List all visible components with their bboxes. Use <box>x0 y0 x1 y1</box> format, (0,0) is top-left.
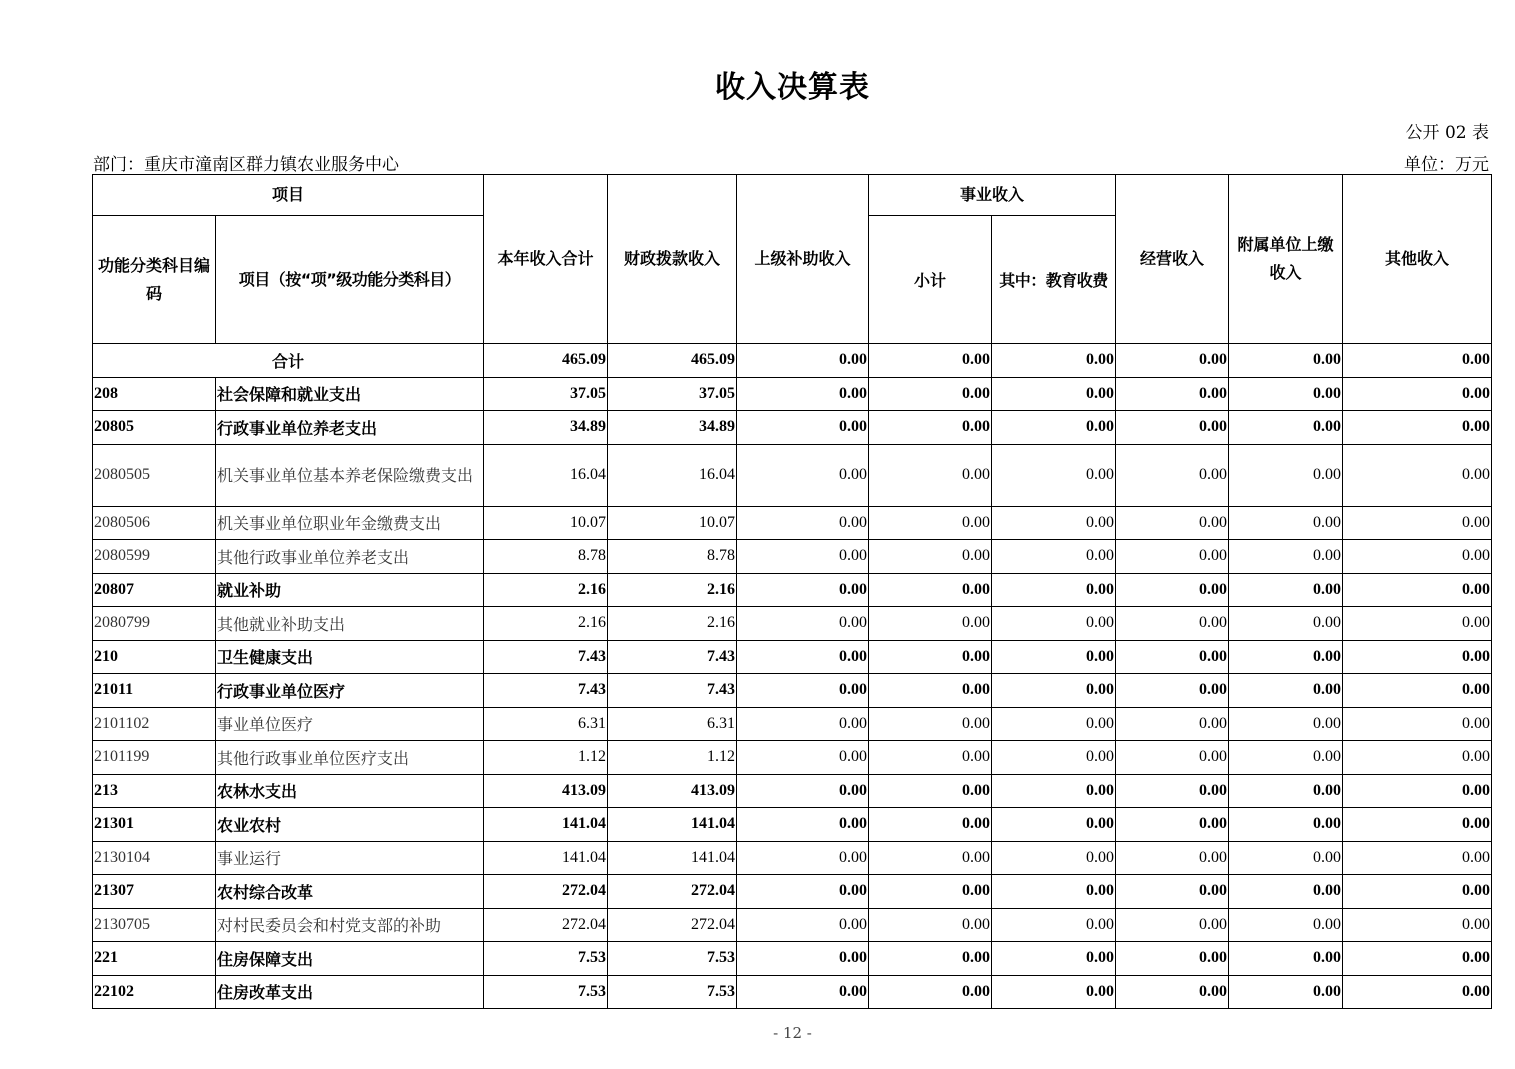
row-value: 0.00 <box>869 444 992 506</box>
row-code: 213 <box>93 774 216 808</box>
row-name: 机关事业单位职业年金缴费支出 <box>216 506 484 540</box>
header-superior: 上级补助收入 <box>737 175 869 344</box>
row-value: 7.53 <box>484 975 608 1009</box>
row-value: 0.00 <box>869 741 992 775</box>
row-value: 0.00 <box>992 975 1116 1009</box>
row-value: 6.31 <box>608 707 737 741</box>
row-value: 0.00 <box>1229 908 1343 942</box>
row-value: 2.16 <box>484 573 608 607</box>
row-name: 就业补助 <box>216 573 484 607</box>
row-value: 0.00 <box>1116 808 1229 842</box>
row-value: 0.00 <box>1229 674 1343 708</box>
row-value: 0.00 <box>737 607 869 641</box>
total-value: 0.00 <box>1343 344 1492 378</box>
row-value: 0.00 <box>737 808 869 842</box>
row-name: 机关事业单位基本养老保险缴费支出 <box>216 444 484 506</box>
row-value: 0.00 <box>1343 444 1492 506</box>
table-row <box>93 875 1492 909</box>
table-row <box>93 975 1492 1009</box>
row-value: 8.78 <box>484 540 608 574</box>
row-value: 0.00 <box>737 540 869 574</box>
total-label: 合计 <box>93 344 484 378</box>
row-value: 0.00 <box>869 573 992 607</box>
row-value: 272.04 <box>484 875 608 909</box>
row-name: 其他行政事业单位养老支出 <box>216 540 484 574</box>
row-value: 0.00 <box>1116 975 1229 1009</box>
row-value: 272.04 <box>484 908 608 942</box>
table-row <box>93 540 1492 574</box>
row-name: 农林水支出 <box>216 774 484 808</box>
table-row <box>93 377 1492 411</box>
row-value: 0.00 <box>1343 640 1492 674</box>
row-code: 2101102 <box>93 707 216 741</box>
row-value: 16.04 <box>484 444 608 506</box>
row-code: 2080505 <box>93 444 216 506</box>
row-code: 2130104 <box>93 841 216 875</box>
row-value: 0.00 <box>1229 640 1343 674</box>
row-name: 行政事业单位医疗 <box>216 674 484 708</box>
row-value: 0.00 <box>992 808 1116 842</box>
row-value: 0.00 <box>869 774 992 808</box>
row-value: 0.00 <box>992 540 1116 574</box>
row-value: 0.00 <box>992 707 1116 741</box>
row-value: 0.00 <box>869 377 992 411</box>
row-value: 0.00 <box>1116 377 1229 411</box>
header-subtotal: 小计 <box>869 216 992 344</box>
row-name: 行政事业单位养老支出 <box>216 411 484 445</box>
row-name: 事业运行 <box>216 841 484 875</box>
row-value: 1.12 <box>608 741 737 775</box>
row-value: 0.00 <box>869 674 992 708</box>
table-row <box>93 942 1492 976</box>
row-value: 7.53 <box>608 942 737 976</box>
row-value: 2.16 <box>608 607 737 641</box>
income-table <box>92 174 1492 1009</box>
row-value: 34.89 <box>484 411 608 445</box>
row-value: 0.00 <box>1229 444 1343 506</box>
row-code: 20807 <box>93 573 216 607</box>
row-value: 0.00 <box>1116 841 1229 875</box>
row-value: 0.00 <box>869 808 992 842</box>
row-value: 0.00 <box>992 774 1116 808</box>
header-total-income: 本年收入合计 <box>484 175 608 344</box>
row-value: 7.43 <box>608 674 737 708</box>
row-value: 0.00 <box>1116 573 1229 607</box>
row-value: 0.00 <box>1343 841 1492 875</box>
table-row <box>93 444 1492 506</box>
row-value: 0.00 <box>1343 774 1492 808</box>
row-value: 141.04 <box>484 808 608 842</box>
row-value: 0.00 <box>992 875 1116 909</box>
row-code: 2080599 <box>93 540 216 574</box>
table-row <box>93 573 1492 607</box>
row-value: 0.00 <box>1343 607 1492 641</box>
row-value: 0.00 <box>737 674 869 708</box>
row-code: 2130705 <box>93 908 216 942</box>
row-code: 2080799 <box>93 607 216 641</box>
table-row <box>93 506 1492 540</box>
row-code: 22102 <box>93 975 216 1009</box>
row-value: 0.00 <box>737 411 869 445</box>
row-value: 0.00 <box>1343 573 1492 607</box>
row-value: 0.00 <box>1116 875 1229 909</box>
header-fiscal: 财政拨款收入 <box>608 175 737 344</box>
row-name: 住房保障支出 <box>216 942 484 976</box>
total-value: 0.00 <box>737 344 869 378</box>
row-value: 2.16 <box>484 607 608 641</box>
row-value: 16.04 <box>608 444 737 506</box>
row-value: 0.00 <box>1116 741 1229 775</box>
total-row <box>93 344 1492 378</box>
row-value: 0.00 <box>737 377 869 411</box>
row-value: 8.78 <box>608 540 737 574</box>
row-value: 141.04 <box>484 841 608 875</box>
row-value: 0.00 <box>1343 674 1492 708</box>
row-name: 卫生健康支出 <box>216 640 484 674</box>
form-number: 公开 02 表 <box>1405 123 1489 143</box>
table-row <box>93 908 1492 942</box>
row-value: 0.00 <box>1116 942 1229 976</box>
row-value: 0.00 <box>1229 841 1343 875</box>
total-value: 0.00 <box>992 344 1116 378</box>
row-value: 10.07 <box>608 506 737 540</box>
unit-label: 单位：万元 <box>1404 155 1489 175</box>
row-value: 0.00 <box>1229 975 1343 1009</box>
row-value: 0.00 <box>869 975 992 1009</box>
row-value: 0.00 <box>1229 573 1343 607</box>
row-code: 21307 <box>93 875 216 909</box>
row-value: 7.53 <box>608 975 737 1009</box>
row-value: 0.00 <box>1229 774 1343 808</box>
row-value: 0.00 <box>869 607 992 641</box>
page-number: - 12 - <box>773 1024 812 1042</box>
header-edu-fee: 其中：教育收费 <box>992 216 1116 344</box>
header-affiliated: 附属单位上缴收入 <box>1229 175 1343 344</box>
row-value: 141.04 <box>608 808 737 842</box>
row-value: 7.43 <box>608 640 737 674</box>
row-value: 0.00 <box>1116 774 1229 808</box>
row-value: 0.00 <box>737 741 869 775</box>
row-value: 0.00 <box>1229 506 1343 540</box>
row-value: 0.00 <box>869 908 992 942</box>
row-value: 0.00 <box>1116 707 1229 741</box>
row-value: 0.00 <box>1343 506 1492 540</box>
header-name: 项目（按“项”级功能分类科目） <box>216 216 484 344</box>
row-value: 0.00 <box>1343 707 1492 741</box>
row-value: 0.00 <box>1229 540 1343 574</box>
table-row <box>93 674 1492 708</box>
row-value: 0.00 <box>869 875 992 909</box>
row-value: 0.00 <box>869 707 992 741</box>
row-value: 0.00 <box>1343 975 1492 1009</box>
table-row <box>93 808 1492 842</box>
row-value: 0.00 <box>737 942 869 976</box>
row-value: 0.00 <box>1229 875 1343 909</box>
header-business: 事业收入 <box>869 175 1116 216</box>
row-value: 0.00 <box>1343 377 1492 411</box>
total-value: 0.00 <box>1116 344 1229 378</box>
table-row <box>93 607 1492 641</box>
row-value: 34.89 <box>608 411 737 445</box>
header-other: 其他收入 <box>1343 175 1492 344</box>
row-value: 0.00 <box>737 875 869 909</box>
row-value: 0.00 <box>737 841 869 875</box>
row-value: 0.00 <box>869 411 992 445</box>
row-value: 0.00 <box>1343 808 1492 842</box>
row-code: 208 <box>93 377 216 411</box>
row-value: 0.00 <box>737 774 869 808</box>
row-value: 0.00 <box>992 607 1116 641</box>
row-value: 0.00 <box>869 640 992 674</box>
row-value: 2.16 <box>608 573 737 607</box>
row-name: 社会保障和就业支出 <box>216 377 484 411</box>
row-name: 农业农村 <box>216 808 484 842</box>
row-code: 21301 <box>93 808 216 842</box>
page-title: 收入决算表 <box>715 70 870 105</box>
row-code: 221 <box>93 942 216 976</box>
row-value: 0.00 <box>737 573 869 607</box>
row-value: 0.00 <box>1229 377 1343 411</box>
row-value: 0.00 <box>1116 540 1229 574</box>
row-value: 0.00 <box>1229 942 1343 976</box>
row-value: 37.05 <box>484 377 608 411</box>
row-code: 21011 <box>93 674 216 708</box>
row-value: 0.00 <box>992 444 1116 506</box>
row-value: 0.00 <box>992 573 1116 607</box>
row-value: 0.00 <box>1116 506 1229 540</box>
row-value: 0.00 <box>737 640 869 674</box>
row-value: 0.00 <box>737 975 869 1009</box>
row-value: 0.00 <box>737 707 869 741</box>
row-name: 其他就业补助支出 <box>216 607 484 641</box>
row-value: 0.00 <box>1229 707 1343 741</box>
row-value: 0.00 <box>992 674 1116 708</box>
row-value: 0.00 <box>1116 444 1229 506</box>
row-value: 0.00 <box>869 942 992 976</box>
row-value: 0.00 <box>1116 640 1229 674</box>
table-row <box>93 841 1492 875</box>
row-value: 0.00 <box>992 741 1116 775</box>
row-value: 0.00 <box>1229 808 1343 842</box>
row-code: 20805 <box>93 411 216 445</box>
row-value: 413.09 <box>484 774 608 808</box>
row-value: 0.00 <box>737 908 869 942</box>
row-value: 0.00 <box>1343 942 1492 976</box>
row-value: 0.00 <box>1116 607 1229 641</box>
row-value: 0.00 <box>1116 674 1229 708</box>
row-value: 0.00 <box>1229 607 1343 641</box>
row-value: 7.43 <box>484 640 608 674</box>
row-value: 0.00 <box>992 841 1116 875</box>
row-value: 7.43 <box>484 674 608 708</box>
row-name: 对村民委员会和村党支部的补助 <box>216 908 484 942</box>
row-value: 0.00 <box>992 377 1116 411</box>
row-value: 6.31 <box>484 707 608 741</box>
total-value: 0.00 <box>869 344 992 378</box>
row-value: 0.00 <box>992 942 1116 976</box>
row-value: 10.07 <box>484 506 608 540</box>
header-project: 项目 <box>93 175 484 216</box>
row-name: 农村综合改革 <box>216 875 484 909</box>
row-value: 0.00 <box>1229 741 1343 775</box>
row-value: 0.00 <box>869 540 992 574</box>
row-code: 2080506 <box>93 506 216 540</box>
row-value: 0.00 <box>992 411 1116 445</box>
row-value: 0.00 <box>992 908 1116 942</box>
row-value: 0.00 <box>992 640 1116 674</box>
row-value: 0.00 <box>1343 875 1492 909</box>
total-value: 465.09 <box>484 344 608 378</box>
row-value: 272.04 <box>608 908 737 942</box>
row-value: 7.53 <box>484 942 608 976</box>
row-value: 141.04 <box>608 841 737 875</box>
total-value: 465.09 <box>608 344 737 378</box>
table-row <box>93 411 1492 445</box>
row-value: 0.00 <box>1229 411 1343 445</box>
row-name: 其他行政事业单位医疗支出 <box>216 741 484 775</box>
row-name: 住房改革支出 <box>216 975 484 1009</box>
table-row <box>93 640 1492 674</box>
total-value: 0.00 <box>1229 344 1343 378</box>
table-row <box>93 741 1492 775</box>
row-value: 272.04 <box>608 875 737 909</box>
row-value: 0.00 <box>1116 411 1229 445</box>
row-value: 0.00 <box>1343 908 1492 942</box>
row-value: 37.05 <box>608 377 737 411</box>
row-value: 0.00 <box>992 506 1116 540</box>
row-value: 1.12 <box>484 741 608 775</box>
row-name: 事业单位医疗 <box>216 707 484 741</box>
table-row <box>93 707 1492 741</box>
table-row <box>93 774 1492 808</box>
header-operating: 经营收入 <box>1116 175 1229 344</box>
row-value: 0.00 <box>1116 908 1229 942</box>
row-value: 0.00 <box>1343 540 1492 574</box>
row-value: 0.00 <box>1343 411 1492 445</box>
row-value: 0.00 <box>1343 741 1492 775</box>
row-value: 0.00 <box>737 444 869 506</box>
row-value: 413.09 <box>608 774 737 808</box>
row-value: 0.00 <box>869 841 992 875</box>
header-code: 功能分类科目编码 <box>93 216 216 344</box>
row-code: 2101199 <box>93 741 216 775</box>
row-value: 0.00 <box>869 506 992 540</box>
row-value: 0.00 <box>737 506 869 540</box>
department-label: 部门：重庆市潼南区群力镇农业服务中心 <box>93 155 399 175</box>
row-code: 210 <box>93 640 216 674</box>
